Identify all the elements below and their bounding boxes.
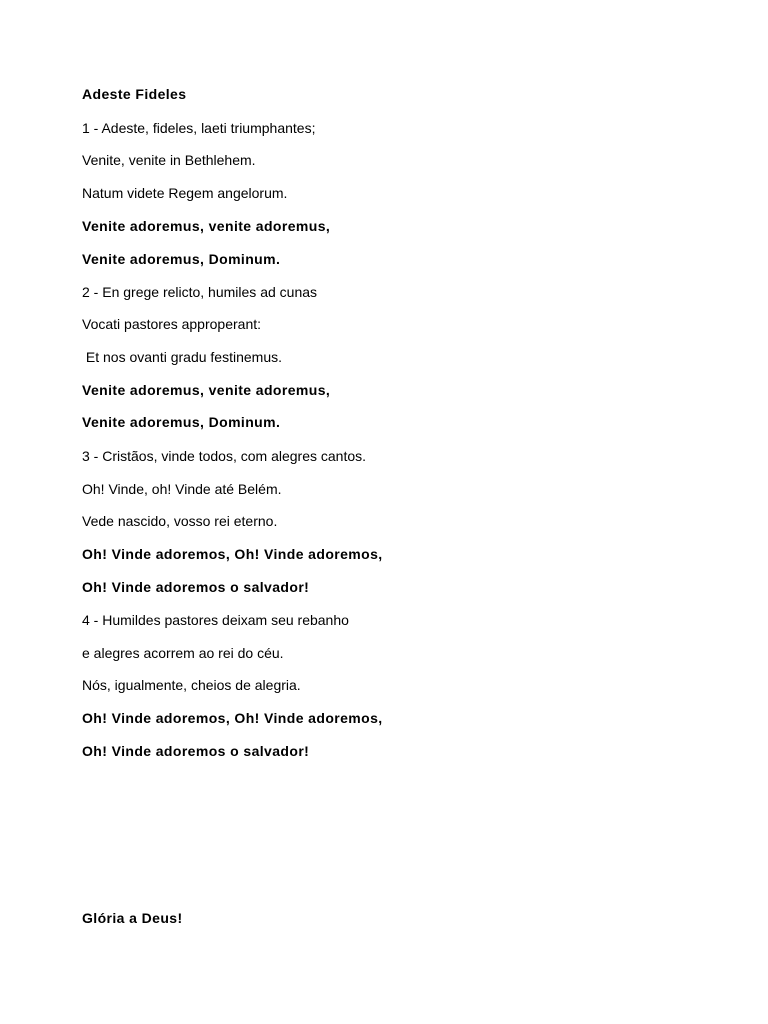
verse-2-line-2: Vocati pastores approperant: (82, 316, 262, 332)
verse-3-line-3: Vede nascido, vosso rei eterno. (82, 513, 278, 529)
chorus-4-line-2: Oh! Vinde adoremos o salvador! (82, 743, 310, 759)
verse-1-line-2: Venite, venite in Bethlehem. (82, 152, 256, 168)
verse-1-line-3: Natum videte Regem angelorum. (82, 185, 288, 201)
chorus-4-line-1: Oh! Vinde adoremos, Oh! Vinde adoremos, (82, 710, 383, 726)
verse-2-line-1: 2 - En grege relicto, humiles ad cunas (82, 284, 318, 300)
verse-3-line-2: Oh! Vinde, oh! Vinde até Belém. (82, 481, 282, 497)
chorus-1-line-2: Venite adoremus, Dominum. (82, 251, 281, 267)
chorus-2-line-1: Venite adoremus, venite adoremus, (82, 382, 331, 398)
verse-4-line-3: Nós, igualmente, cheios de alegria. (82, 677, 301, 693)
document-title: Adeste Fideles (82, 86, 187, 102)
verse-4-line-2: e alegres acorrem ao rei do céu. (82, 645, 284, 661)
verse-1-line-1: 1 - Adeste, fideles, laeti triumphantes; (82, 120, 316, 136)
verse-3-line-1: 3 - Cristãos, vinde todos, com alegres cantos. (82, 448, 367, 464)
chorus-2-line-2: Venite adoremus, Dominum. (82, 414, 281, 430)
chorus-3-line-1: Oh! Vinde adoremos, Oh! Vinde adoremos, (82, 546, 383, 562)
verse-4-line-1: 4 - Humildes pastores deixam seu rebanho (82, 612, 349, 628)
verse-2-line-3: Et nos ovanti gradu festinemus. (82, 349, 282, 365)
closing-line: Glória a Deus! (82, 910, 183, 926)
chorus-3-line-2: Oh! Vinde adoremos o salvador! (82, 579, 310, 595)
chorus-1-line-1: Venite adoremus, venite adoremus, (82, 218, 331, 234)
